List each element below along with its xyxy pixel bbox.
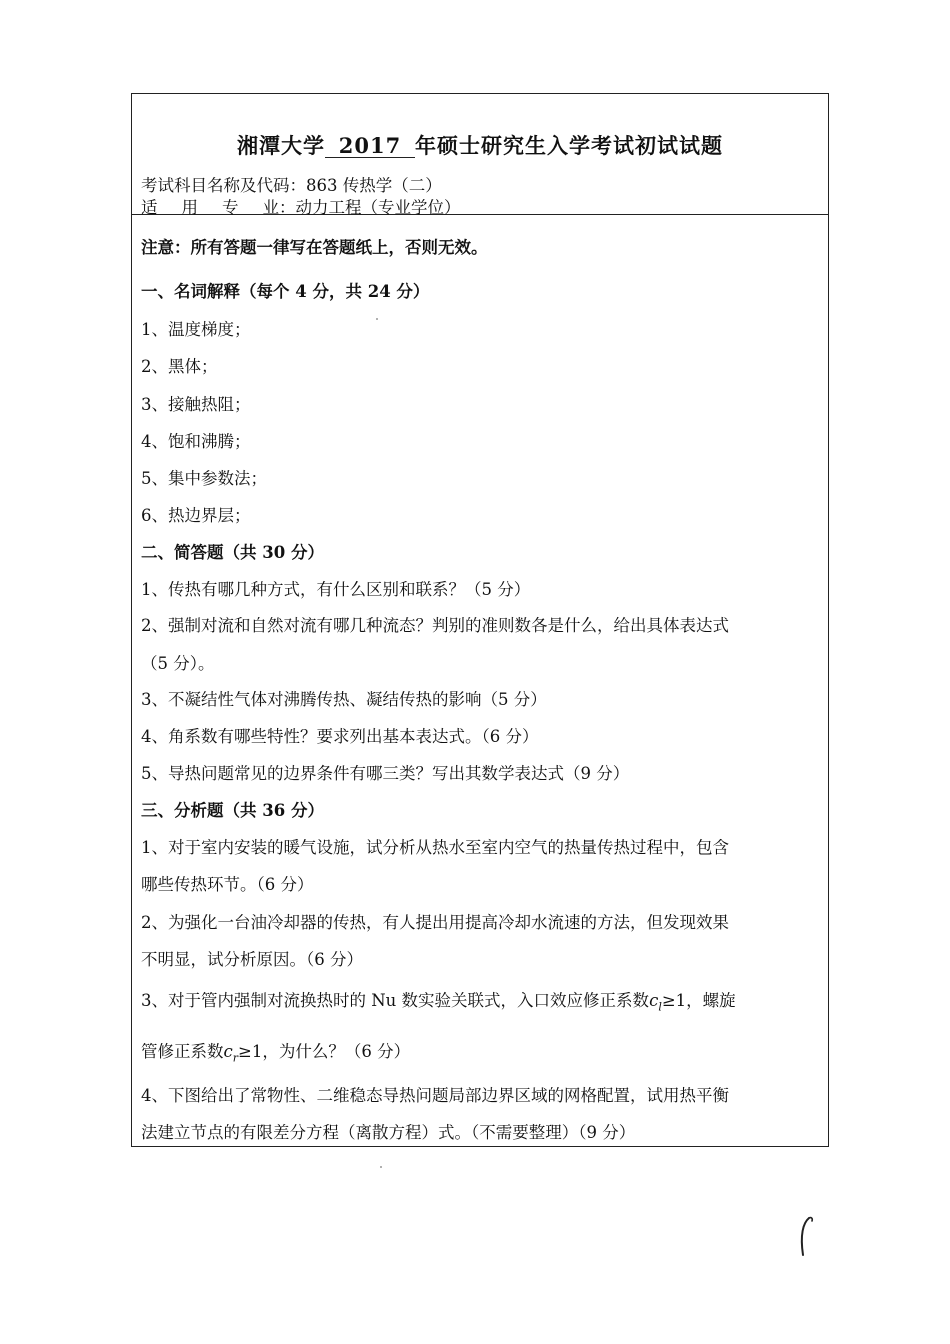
major-label-char: 用	[181, 198, 198, 217]
pen-mark-icon	[797, 1215, 815, 1259]
question-text: 4、角系数有哪些特性？要求列出基本表达式。（6 分）	[141, 727, 539, 746]
title-suffix: 年硕士研究生入学考试初试试题	[415, 133, 723, 158]
scan-speck	[380, 1166, 382, 1168]
scan-speck	[376, 318, 378, 320]
list-item: 3、接触热阻；	[141, 395, 251, 414]
major-label-char: 适	[141, 198, 158, 217]
list-item: 5、集中参数法；	[141, 469, 267, 488]
section1-heading: 一、名词解释（每个 4 分，共 24 分）	[141, 282, 430, 301]
section2-heading: 二、简答题（共 30 分）	[141, 543, 324, 562]
subject-value: 863 传热学（二）	[306, 176, 442, 195]
major-value: 动力工程（专业学位）	[295, 198, 461, 217]
list-item: 1、温度梯度；	[141, 320, 251, 339]
title-prefix: 湘潭大学	[237, 133, 325, 158]
exam-title	[132, 130, 828, 160]
exam-header	[132, 94, 828, 215]
coefficient-cr: c	[223, 1042, 233, 1061]
notice: 注意：所有答题一律写在答题纸上，否则无效。	[141, 238, 488, 257]
question-text: 2、为强化一台油冷却器的传热，有人提出用提高冷却水流速的方法，但发现效果	[141, 913, 729, 932]
question-text: 不明显，试分析原因。（6 分）	[141, 950, 363, 969]
list-item: 6、热边界层；	[141, 506, 251, 525]
exam-frame	[131, 93, 829, 1147]
question-text: 3、对于管内强制对流换热时的 Nu 数实验关联式，入口效应修正系数$c_l\ge 1$，螺旋	[141, 991, 736, 1014]
major-label-char: 业：	[262, 198, 296, 217]
subject-line	[141, 172, 442, 196]
question-text: 1、对于室内安装的暖气设施，试分析从热水至室内空气的热量传热过程中，包含	[141, 838, 729, 857]
question-text: 3、不凝结性气体对沸腾传热、凝结传热的影响（5 分）	[141, 690, 547, 709]
coefficient-ci: c	[649, 991, 659, 1010]
question-text: 2、强制对流和自然对流有哪几种流态？判别的准则数各是什么，给出具体表达式	[141, 616, 729, 635]
major-label-char: 专	[222, 198, 239, 217]
question-text: （5 分）。	[141, 654, 215, 673]
question-text: 法建立节点的有限差分方程（离散方程）式。（不需要整理）（9 分）	[141, 1123, 636, 1142]
question-text: 哪些传热环节。（6 分）	[141, 875, 314, 894]
question-text: 4、下图给出了常物性、二维稳态导热问题局部边界区域的网格配置，试用热平衡	[141, 1086, 729, 1105]
major-line	[141, 194, 461, 218]
list-item: 2、黑体；	[141, 357, 218, 376]
question-text: 管修正系数$c_r\ge 1$，为什么？（6 分）	[141, 1042, 411, 1065]
question-text: 5、导热问题常见的边界条件有哪三类？写出其数学表达式（9 分）	[141, 764, 630, 783]
section3-heading: 三、分析题（共 36 分）	[141, 801, 324, 820]
list-item: 4、饱和沸腾；	[141, 432, 251, 451]
exam-year: 2017	[325, 135, 415, 158]
question-text: 1、传热有哪几种方式，有什么区别和联系？（5 分）	[141, 580, 531, 599]
subject-label: 考试科目名称及代码：	[141, 176, 306, 195]
